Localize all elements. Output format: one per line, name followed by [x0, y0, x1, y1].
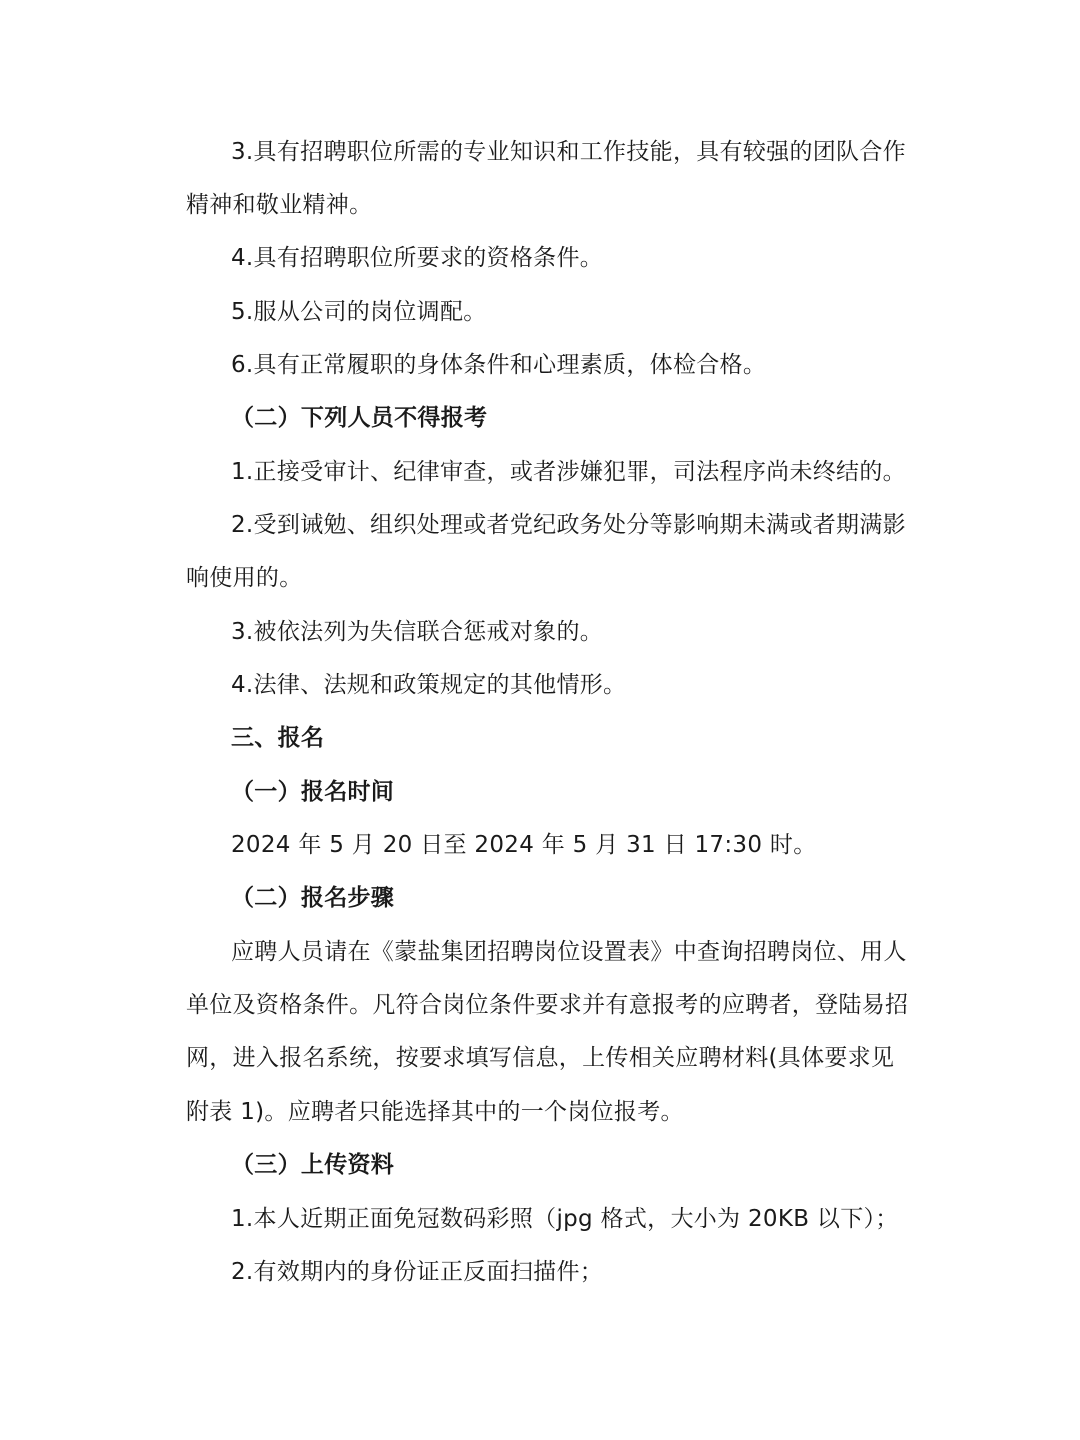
paragraph-excluded-4: 4.法律、法规和政策规定的其他情形。: [231, 672, 627, 698]
paragraph-steps-line-4: 附表 1)。应聘者只能选择其中的一个岗位报考。: [186, 1099, 684, 1125]
paragraph-steps-line-3: 网，进入报名系统，按要求填写信息，上传相关应聘材料(具体要求见: [186, 1045, 895, 1071]
subheading-registration-steps: （二）报名步骤: [231, 885, 395, 911]
paragraph-excluded-3: 3.被依法列为失信联合惩戒对象的。: [231, 619, 604, 645]
paragraph-requirement-5: 5.服从公司的岗位调配。: [231, 299, 487, 325]
paragraph-requirement-4: 4.具有招聘职位所要求的资格条件。: [231, 245, 604, 271]
paragraph-steps-line-2: 单位及资格条件。凡符合岗位条件要求并有意报考的应聘者，登陆易招: [186, 992, 909, 1018]
heading-registration: 三、报名: [231, 725, 325, 751]
paragraph-requirement-3-continued: 精神和敬业精神。: [186, 192, 373, 218]
paragraph-requirement-6: 6.具有正常履职的身体条件和心理素质，体检合格。: [231, 352, 767, 378]
paragraph-excluded-2: 2.受到诫勉、组织处理或者党纪政务处分等影响期未满或者期满影: [231, 512, 906, 538]
paragraph-excluded-1: 1.正接受审计、纪律审查，或者涉嫌犯罪，司法程序尚未终结的。: [231, 459, 906, 485]
subheading-excluded-persons: （二）下列人员不得报考: [231, 405, 488, 431]
paragraph-registration-dates: 2024 年 5 月 20 日至 2024 年 5 月 31 日 17:30 时。: [231, 832, 817, 858]
paragraph-requirement-3: 3.具有招聘职位所需的专业知识和工作技能，具有较强的团队合作: [231, 139, 906, 165]
paragraph-excluded-2-continued: 响使用的。: [186, 565, 303, 591]
paragraph-upload-2: 2.有效期内的身份证正反面扫描件；: [231, 1259, 604, 1285]
subheading-registration-time: （一）报名时间: [231, 779, 395, 805]
subheading-upload-materials: （三）上传资料: [231, 1152, 395, 1178]
paragraph-steps-line-1: 应聘人员请在《蒙盐集团招聘岗位设置表》中查询招聘岗位、用人: [231, 939, 907, 965]
paragraph-upload-1: 1.本人近期正面免冠数码彩照（jpg 格式，大小为 20KB 以下）；: [231, 1206, 899, 1232]
